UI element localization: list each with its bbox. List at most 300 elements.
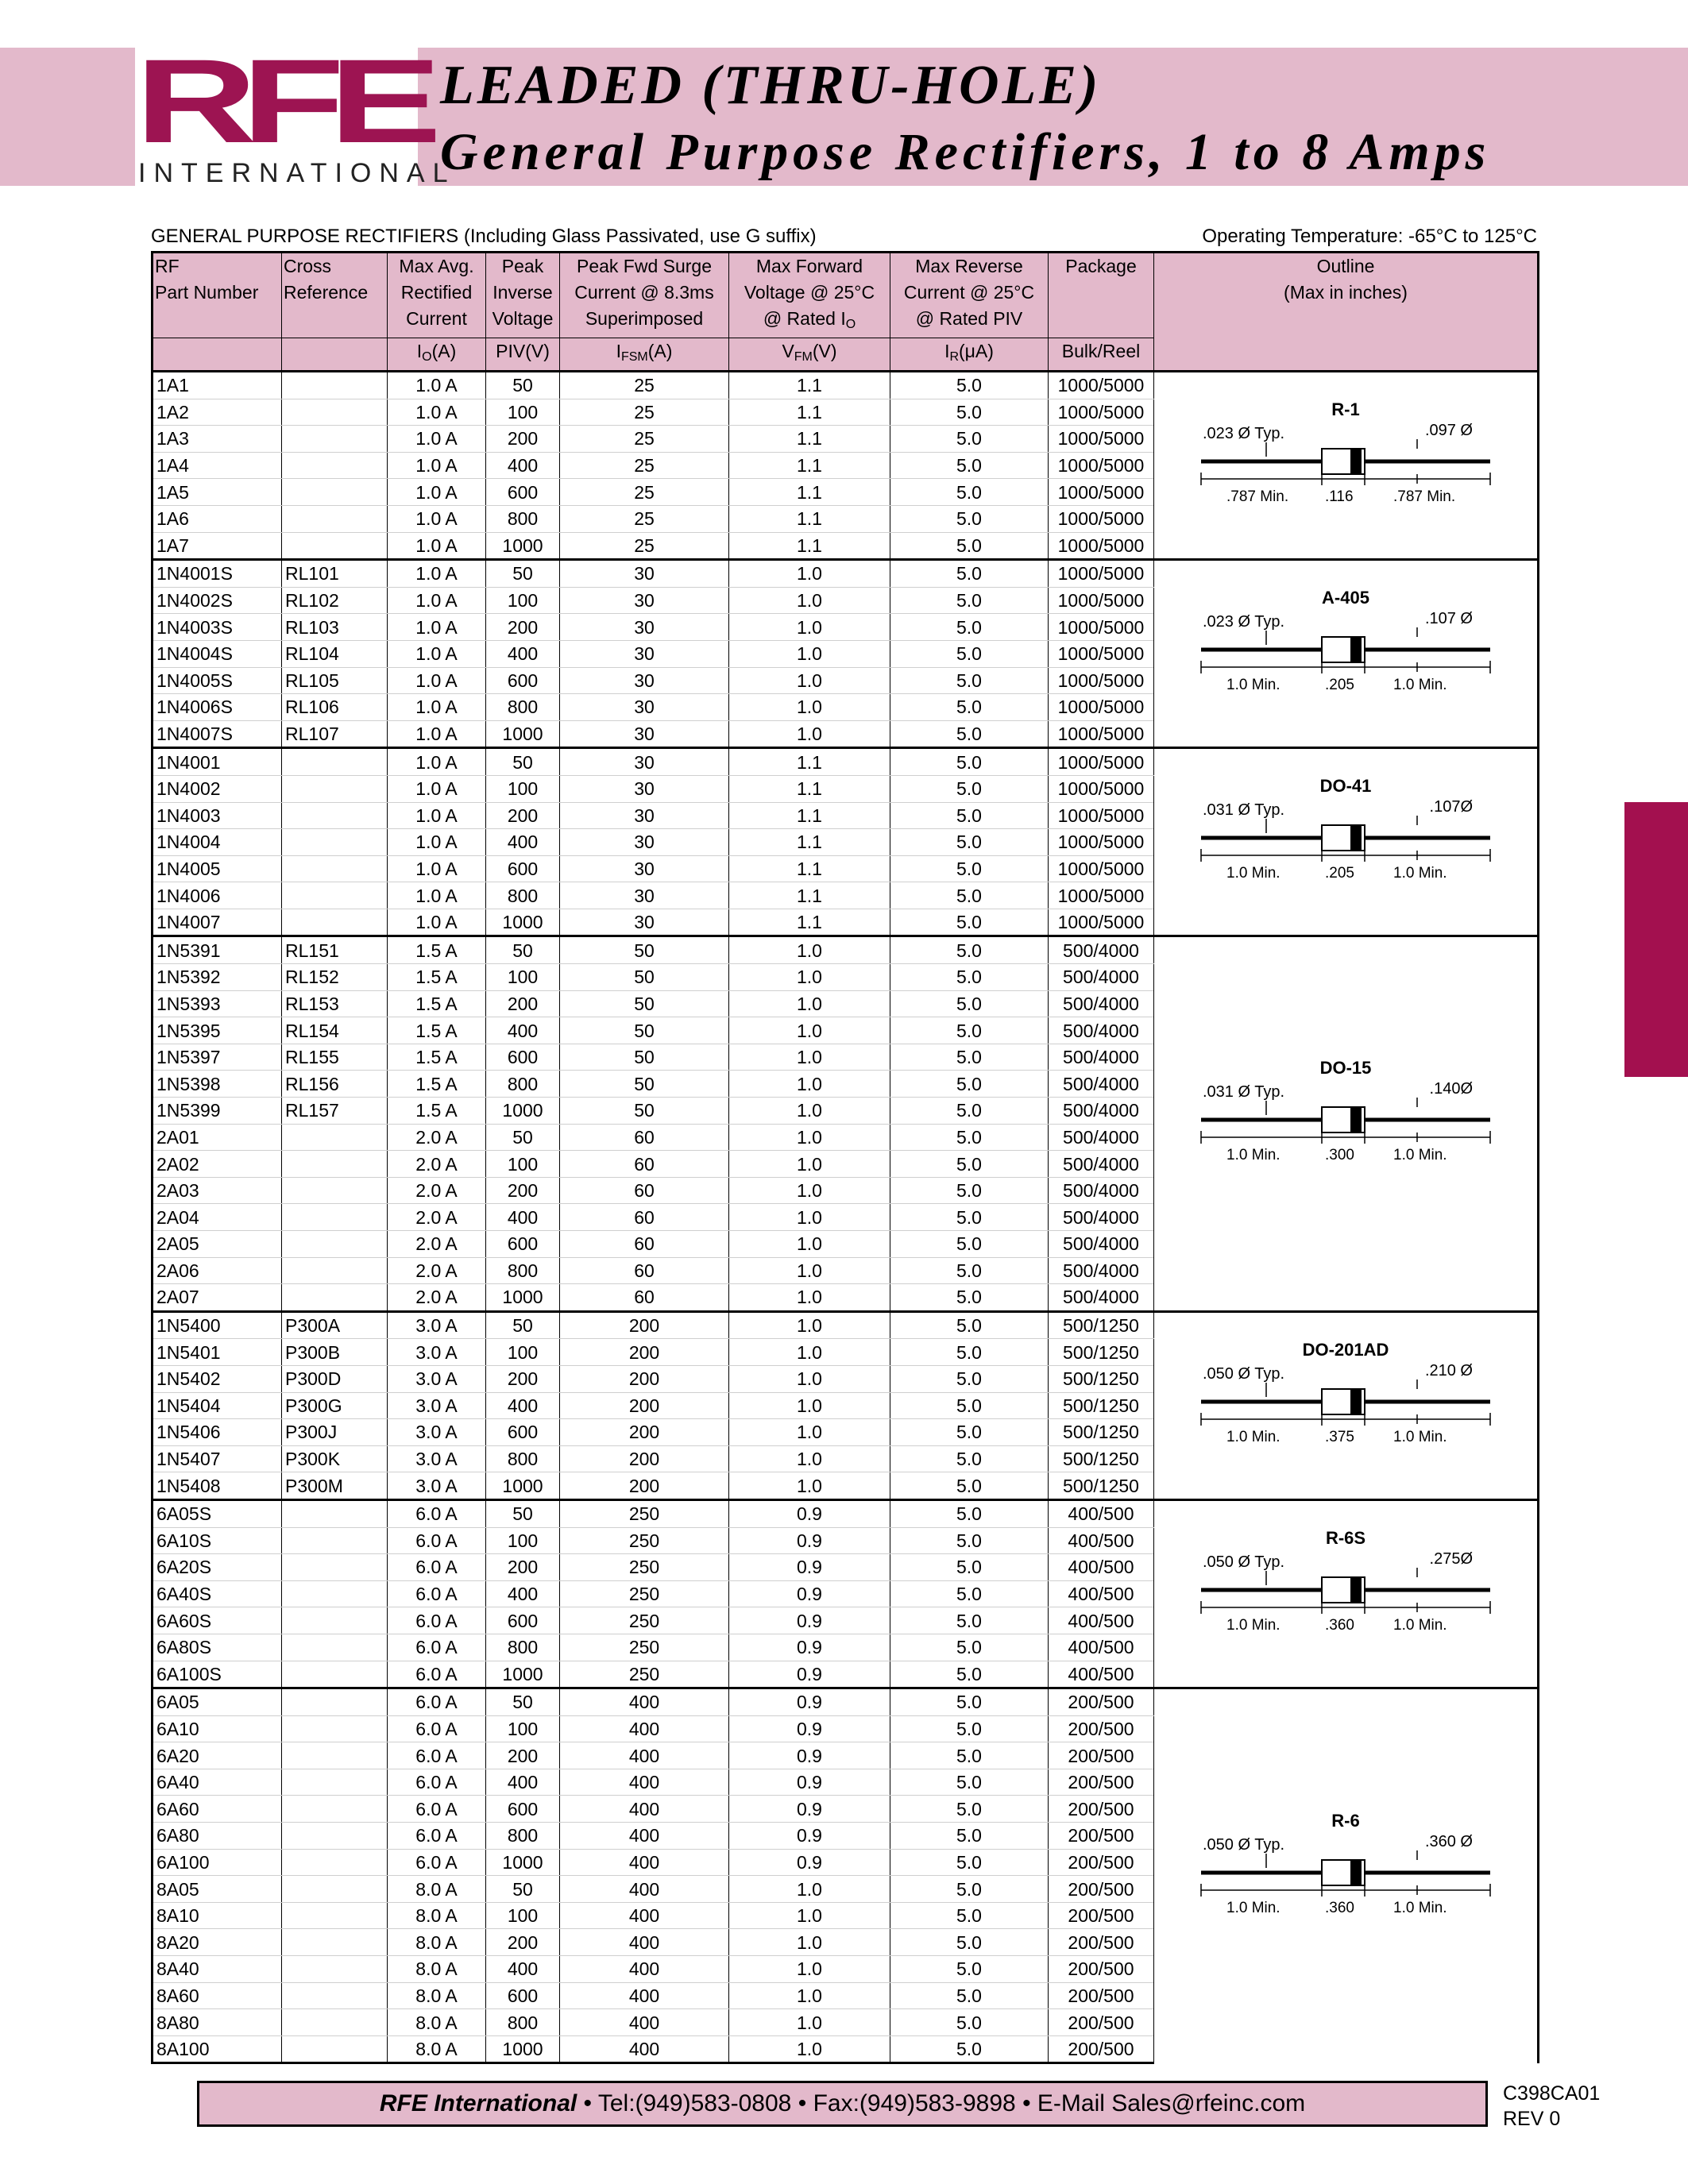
package-outline-drawing (1195, 774, 1497, 909)
cell-piv: 100 (486, 399, 560, 426)
header-row (153, 253, 1539, 338)
cell-package: 400/500 (1049, 1527, 1154, 1554)
cell-forward-voltage: 1.0 (729, 1284, 890, 1312)
cell-forward-voltage: 1.0 (729, 1098, 890, 1125)
cell-surge-current: 400 (560, 1715, 729, 1742)
cell-reverse-current: 5.0 (890, 1177, 1049, 1204)
cell-part-number: 1N5400 (153, 1311, 282, 1339)
body-length: .360 (1325, 1899, 1354, 1916)
body-diameter: .097 Ø (1424, 422, 1473, 440)
cell-surge-current: 30 (560, 667, 729, 694)
cell-cross-reference: RL155 (282, 1044, 388, 1071)
table-row (153, 1311, 1539, 1339)
cell-piv: 50 (486, 1688, 560, 1716)
cell-cross-reference (282, 452, 388, 479)
cell-reverse-current: 5.0 (890, 1071, 1049, 1098)
cell-cross-reference: P300J (282, 1419, 388, 1446)
cell-piv: 100 (486, 964, 560, 991)
cell-max-avg-current: 6.0 A (388, 1769, 486, 1796)
cell-max-avg-current: 1.0 A (388, 720, 486, 748)
cell-part-number: 8A05 (153, 1876, 282, 1903)
outline-cell (1154, 1499, 1539, 1688)
table-row (153, 748, 1539, 776)
cell-max-avg-current: 1.0 A (388, 855, 486, 882)
cell-part-number: 1N4004S (153, 640, 282, 667)
cell-reverse-current: 5.0 (890, 1742, 1049, 1769)
unit-empty (153, 338, 282, 372)
cell-max-avg-current: 8.0 A (388, 1982, 486, 2009)
cell-package: 500/4000 (1049, 990, 1154, 1017)
cell-part-number: 1N5399 (153, 1098, 282, 1125)
logo-mark: RFE (135, 34, 427, 168)
cell-part-number: 8A80 (153, 2009, 282, 2036)
cell-forward-voltage: 1.1 (729, 882, 890, 909)
cell-forward-voltage: 0.9 (729, 1715, 890, 1742)
cell-forward-voltage: 1.0 (729, 1311, 890, 1339)
cell-cross-reference (282, 1634, 388, 1661)
cell-surge-current: 250 (560, 1527, 729, 1554)
cell-forward-voltage: 1.0 (729, 587, 890, 614)
package-name: DO-201AD (1302, 1339, 1389, 1360)
cell-forward-voltage: 0.9 (729, 1769, 890, 1796)
cell-reverse-current: 5.0 (890, 1769, 1049, 1796)
col-label: Part Number (155, 282, 259, 303)
cell-surge-current: 400 (560, 1769, 729, 1796)
cell-package: 1000/5000 (1049, 505, 1154, 532)
cell-surge-current: 50 (560, 990, 729, 1017)
cell-piv: 600 (486, 1982, 560, 2009)
col-label: Max Reverse (915, 256, 1023, 276)
cell-cross-reference (282, 1554, 388, 1581)
cell-reverse-current: 5.0 (890, 1688, 1049, 1716)
cell-reverse-current: 5.0 (890, 1929, 1049, 1956)
cell-package: 1000/5000 (1049, 532, 1154, 560)
cell-reverse-current: 5.0 (890, 775, 1049, 802)
cell-part-number: 8A60 (153, 1982, 282, 2009)
cell-forward-voltage: 1.0 (729, 1071, 890, 1098)
cell-part-number: 6A10S (153, 1527, 282, 1554)
cell-part-number: 2A02 (153, 1151, 282, 1178)
cell-piv: 1000 (486, 720, 560, 748)
cell-max-avg-current: 1.5 A (388, 1044, 486, 1071)
operating-temperature: Operating Temperature: -65°C to 125°C (1202, 226, 1537, 247)
unit-text: (A) (647, 341, 673, 361)
cell-piv: 100 (486, 1715, 560, 1742)
cell-max-avg-current: 1.0 A (388, 560, 486, 588)
col-max-reverse (890, 253, 1049, 338)
cell-piv: 200 (486, 1742, 560, 1769)
cell-package: 500/4000 (1049, 1284, 1154, 1312)
cell-cross-reference (282, 1177, 388, 1204)
cell-forward-voltage: 1.1 (729, 909, 890, 936)
cell-part-number: 1N5391 (153, 936, 282, 964)
cell-reverse-current: 5.0 (890, 452, 1049, 479)
cell-cross-reference (282, 1742, 388, 1769)
cell-max-avg-current: 1.0 A (388, 909, 486, 936)
cell-part-number: 1N4005S (153, 667, 282, 694)
cell-package: 500/4000 (1049, 1257, 1154, 1284)
col-label: RF (155, 256, 180, 276)
cell-surge-current: 30 (560, 640, 729, 667)
cell-surge-current: 30 (560, 720, 729, 748)
cell-max-avg-current: 1.0 A (388, 882, 486, 909)
cell-piv: 600 (486, 1231, 560, 1258)
package-name: R-1 (1331, 399, 1360, 420)
cell-forward-voltage: 1.0 (729, 694, 890, 721)
cell-surge-current: 25 (560, 479, 729, 506)
cell-cross-reference (282, 829, 388, 856)
col-label: Peak (501, 256, 544, 276)
cell-reverse-current: 5.0 (890, 748, 1049, 776)
cell-reverse-current: 5.0 (890, 1634, 1049, 1661)
cell-part-number: 1N4002 (153, 775, 282, 802)
diode-outline-icon (1195, 1566, 1497, 1614)
cell-forward-voltage: 1.0 (729, 2009, 890, 2036)
cell-package: 1000/5000 (1049, 372, 1154, 399)
cell-surge-current: 25 (560, 505, 729, 532)
cell-surge-current: 400 (560, 1849, 729, 1876)
cell-piv: 1000 (486, 1284, 560, 1312)
cell-part-number: 1N5392 (153, 964, 282, 991)
cell-reverse-current: 5.0 (890, 1982, 1049, 2009)
cell-surge-current: 200 (560, 1365, 729, 1392)
table-row (153, 560, 1539, 588)
cell-surge-current: 400 (560, 1742, 729, 1769)
lead-length-right: .787 Min. (1393, 488, 1456, 506)
cell-part-number: 1N4007 (153, 909, 282, 936)
col-label: @ Rated PIV (915, 308, 1023, 329)
cell-reverse-current: 5.0 (890, 855, 1049, 882)
cell-cross-reference (282, 1688, 388, 1716)
cell-surge-current: 30 (560, 802, 729, 829)
cell-max-avg-current: 1.0 A (388, 587, 486, 614)
rectifier-table-container (151, 251, 1537, 2064)
cell-cross-reference: RL104 (282, 640, 388, 667)
cell-cross-reference (282, 1796, 388, 1823)
cell-part-number: 6A05 (153, 1688, 282, 1716)
lead-diameter: .023 Ø Typ. (1203, 613, 1285, 631)
cell-max-avg-current: 1.5 A (388, 936, 486, 964)
cell-reverse-current: 5.0 (890, 802, 1049, 829)
cell-part-number: 6A40 (153, 1769, 282, 1796)
cell-part-number: 6A20 (153, 1742, 282, 1769)
cell-part-number: 1N5395 (153, 1017, 282, 1044)
cell-forward-voltage: 1.0 (729, 1257, 890, 1284)
cell-reverse-current: 5.0 (890, 1231, 1049, 1258)
cell-max-avg-current: 6.0 A (388, 1607, 486, 1634)
cell-part-number: 8A20 (153, 1929, 282, 1956)
footer-separator: • (577, 2090, 598, 2116)
cell-package: 1000/5000 (1049, 882, 1154, 909)
cell-package: 1000/5000 (1049, 829, 1154, 856)
footer-separator: • (1015, 2090, 1037, 2116)
body-length: .116 (1325, 488, 1354, 506)
col-part-number (153, 253, 282, 338)
cell-forward-voltage: 1.1 (729, 372, 890, 399)
cell-reverse-current: 5.0 (890, 829, 1049, 856)
cell-forward-voltage: 0.9 (729, 1527, 890, 1554)
cell-piv: 200 (486, 614, 560, 641)
cell-max-avg-current: 6.0 A (388, 1634, 486, 1661)
cell-max-avg-current: 1.0 A (388, 426, 486, 453)
cell-forward-voltage: 1.1 (729, 802, 890, 829)
cell-part-number: 1N4001S (153, 560, 282, 588)
cell-package: 500/4000 (1049, 1017, 1154, 1044)
cell-cross-reference (282, 1823, 388, 1850)
cell-cross-reference (282, 1607, 388, 1634)
cell-cross-reference (282, 855, 388, 882)
cell-piv: 50 (486, 936, 560, 964)
cell-package: 1000/5000 (1049, 587, 1154, 614)
cell-package: 200/500 (1049, 1769, 1154, 1796)
cell-package: 200/500 (1049, 1982, 1154, 2009)
unit-sub: O (422, 350, 432, 364)
cell-part-number: 2A07 (153, 1284, 282, 1312)
cell-part-number: 1N4003S (153, 614, 282, 641)
lead-diameter: .031 Ø Typ. (1203, 1083, 1285, 1102)
cell-cross-reference (282, 479, 388, 506)
page-title-line2: General Purpose Rectifiers, 1 to 8 Amps (440, 123, 1491, 181)
cell-cross-reference (282, 1929, 388, 1956)
cell-surge-current: 30 (560, 694, 729, 721)
body-length: .300 (1325, 1147, 1354, 1164)
cell-piv: 800 (486, 694, 560, 721)
cell-package: 200/500 (1049, 1742, 1154, 1769)
cell-forward-voltage: 0.9 (729, 1661, 890, 1688)
rectifier-table (151, 251, 1539, 2064)
col-label: Max Forward (755, 256, 863, 276)
cell-reverse-current: 5.0 (890, 1849, 1049, 1876)
cell-cross-reference: RL106 (282, 694, 388, 721)
cell-package: 500/4000 (1049, 1098, 1154, 1125)
cell-forward-voltage: 1.0 (729, 1982, 890, 2009)
cell-part-number: 2A04 (153, 1204, 282, 1231)
cell-forward-voltage: 1.0 (729, 1124, 890, 1151)
cell-cross-reference: P300D (282, 1365, 388, 1392)
cell-package: 1000/5000 (1049, 452, 1154, 479)
cell-reverse-current: 5.0 (890, 882, 1049, 909)
cell-max-avg-current: 1.0 A (388, 505, 486, 532)
cell-reverse-current: 5.0 (890, 372, 1049, 399)
cell-cross-reference (282, 882, 388, 909)
cell-cross-reference: RL153 (282, 990, 388, 1017)
cell-forward-voltage: 1.0 (729, 1445, 890, 1472)
doc-revision: REV 0 (1503, 2108, 1561, 2130)
cell-surge-current: 30 (560, 855, 729, 882)
cell-part-number: 1N5398 (153, 1071, 282, 1098)
unit-text: I (944, 341, 950, 361)
cell-reverse-current: 5.0 (890, 1124, 1049, 1151)
cell-package: 1000/5000 (1049, 614, 1154, 641)
rfe-logo (135, 34, 456, 188)
cell-package: 500/1250 (1049, 1472, 1154, 1500)
package-outline-drawing (1195, 398, 1497, 533)
cell-forward-voltage: 1.0 (729, 560, 890, 588)
cell-part-number: 1A1 (153, 372, 282, 399)
cell-piv: 800 (486, 1257, 560, 1284)
cell-piv: 200 (486, 990, 560, 1017)
cell-surge-current: 25 (560, 426, 729, 453)
cell-surge-current: 30 (560, 560, 729, 588)
cell-forward-voltage: 1.0 (729, 1956, 890, 1983)
footer-tel: Tel:(949)583-0808 (597, 2090, 792, 2116)
cell-part-number: 6A80S (153, 1634, 282, 1661)
cell-cross-reference: RL107 (282, 720, 388, 748)
unit-sub: FM (794, 350, 813, 364)
cell-piv: 400 (486, 1956, 560, 1983)
cell-cross-reference (282, 1284, 388, 1312)
lead-length-right: 1.0 Min. (1393, 1428, 1447, 1445)
cell-max-avg-current: 8.0 A (388, 1876, 486, 1903)
cell-cross-reference: RL101 (282, 560, 388, 588)
cell-forward-voltage: 1.0 (729, 990, 890, 1017)
cell-reverse-current: 5.0 (890, 1661, 1049, 1688)
cell-max-avg-current: 8.0 A (388, 1902, 486, 1929)
body-length: .375 (1325, 1428, 1354, 1445)
cell-package: 1000/5000 (1049, 855, 1154, 882)
cell-max-avg-current: 1.0 A (388, 829, 486, 856)
cell-forward-voltage: 1.0 (729, 1177, 890, 1204)
body-diameter: .140Ø (1429, 1080, 1473, 1098)
cell-package: 500/1250 (1049, 1392, 1154, 1419)
cell-piv: 400 (486, 1769, 560, 1796)
cell-max-avg-current: 8.0 A (388, 1956, 486, 1983)
cell-part-number: 1A6 (153, 505, 282, 532)
cell-max-avg-current: 2.0 A (388, 1231, 486, 1258)
cell-package: 1000/5000 (1049, 640, 1154, 667)
cell-max-avg-current: 6.0 A (388, 1742, 486, 1769)
cell-max-avg-current: 1.0 A (388, 399, 486, 426)
cell-reverse-current: 5.0 (890, 1339, 1049, 1366)
col-label: Superimposed (585, 308, 704, 329)
cell-part-number: 1A7 (153, 532, 282, 560)
cell-reverse-current: 5.0 (890, 1902, 1049, 1929)
cell-max-avg-current: 1.0 A (388, 452, 486, 479)
cell-surge-current: 60 (560, 1124, 729, 1151)
lead-length-left: 1.0 Min. (1226, 1428, 1280, 1445)
cell-reverse-current: 5.0 (890, 1554, 1049, 1581)
table-row (153, 372, 1539, 399)
cell-piv: 400 (486, 1017, 560, 1044)
cell-piv: 1000 (486, 909, 560, 936)
cell-cross-reference (282, 372, 388, 399)
cell-package: 1000/5000 (1049, 694, 1154, 721)
cell-piv: 100 (486, 1151, 560, 1178)
table-body (153, 372, 1539, 2063)
cell-surge-current: 400 (560, 2009, 729, 2036)
footer-email[interactable]: E-Mail Sales@rfeinc.com (1037, 2090, 1306, 2116)
cell-reverse-current: 5.0 (890, 640, 1049, 667)
cell-reverse-current: 5.0 (890, 1017, 1049, 1044)
cell-package: 400/500 (1049, 1661, 1154, 1688)
cell-reverse-current: 5.0 (890, 614, 1049, 641)
cell-max-avg-current: 1.5 A (388, 964, 486, 991)
cell-piv: 1000 (486, 532, 560, 560)
cell-piv: 400 (486, 1580, 560, 1607)
page-title-line1: LEADED (THRU-HOLE) (440, 55, 1102, 116)
cell-surge-current: 400 (560, 1796, 729, 1823)
cell-reverse-current: 5.0 (890, 532, 1049, 560)
cell-cross-reference (282, 505, 388, 532)
package-name: DO-15 (1319, 1058, 1372, 1078)
col-max-avg (388, 253, 486, 338)
cell-part-number: 1A5 (153, 479, 282, 506)
cell-package: 1000/5000 (1049, 775, 1154, 802)
body-diameter: .275Ø (1429, 1550, 1473, 1569)
cell-max-avg-current: 1.0 A (388, 614, 486, 641)
unit-text: I (416, 341, 423, 361)
cell-cross-reference (282, 1902, 388, 1929)
package-name: R-6S (1325, 1528, 1366, 1549)
cell-reverse-current: 5.0 (890, 720, 1049, 748)
cell-cross-reference (282, 1715, 388, 1742)
cell-piv: 600 (486, 667, 560, 694)
cell-reverse-current: 5.0 (890, 1876, 1049, 1903)
cell-forward-voltage: 1.0 (729, 1419, 890, 1446)
lead-diameter: .050 Ø Typ. (1203, 1364, 1285, 1383)
cell-surge-current: 25 (560, 399, 729, 426)
cell-reverse-current: 5.0 (890, 587, 1049, 614)
col-outline (1154, 253, 1539, 372)
footer-fax: Fax:(949)583-9898 (813, 2090, 1016, 2116)
cell-cross-reference: RL152 (282, 964, 388, 991)
cell-surge-current: 60 (560, 1204, 729, 1231)
unit-piv: PIV(V) (486, 338, 560, 372)
unit-empty (282, 338, 388, 372)
cell-cross-reference: RL157 (282, 1098, 388, 1125)
cell-surge-current: 50 (560, 1071, 729, 1098)
table-row (153, 1499, 1539, 1527)
cell-max-avg-current: 1.0 A (388, 372, 486, 399)
cell-reverse-current: 5.0 (890, 1472, 1049, 1500)
cell-cross-reference: P300A (282, 1311, 388, 1339)
cell-piv: 200 (486, 1177, 560, 1204)
cell-package: 500/4000 (1049, 1044, 1154, 1071)
cell-reverse-current: 5.0 (890, 1392, 1049, 1419)
cell-surge-current: 30 (560, 775, 729, 802)
cell-piv: 50 (486, 1499, 560, 1527)
col-label: Current (406, 308, 467, 329)
cell-surge-current: 400 (560, 2035, 729, 2063)
footer-contact-bar (197, 2081, 1488, 2127)
outline-cell (1154, 1688, 1539, 2063)
cell-part-number: 1N4005 (153, 855, 282, 882)
table-row (153, 936, 1539, 964)
col-label: Cross (284, 256, 332, 276)
cell-reverse-current: 5.0 (890, 1098, 1049, 1125)
cell-forward-voltage: 1.1 (729, 855, 890, 882)
cell-piv: 50 (486, 748, 560, 776)
unit-sub: FSM (620, 350, 648, 364)
package-outline-drawing (1195, 1809, 1497, 1944)
col-label: (Max in inches) (1284, 282, 1408, 303)
cell-surge-current: 250 (560, 1499, 729, 1527)
cell-package: 200/500 (1049, 1688, 1154, 1716)
cell-piv: 800 (486, 1445, 560, 1472)
cell-surge-current: 200 (560, 1311, 729, 1339)
cell-piv: 100 (486, 587, 560, 614)
cell-reverse-current: 5.0 (890, 909, 1049, 936)
package-outline-drawing (1195, 586, 1497, 721)
cell-piv: 800 (486, 505, 560, 532)
cell-part-number: 8A10 (153, 1902, 282, 1929)
cell-forward-voltage: 1.0 (729, 1365, 890, 1392)
cell-surge-current: 25 (560, 532, 729, 560)
cell-piv: 1000 (486, 1849, 560, 1876)
cell-forward-voltage: 1.0 (729, 640, 890, 667)
cell-cross-reference: RL151 (282, 936, 388, 964)
lead-length-left: 1.0 Min. (1226, 677, 1280, 694)
